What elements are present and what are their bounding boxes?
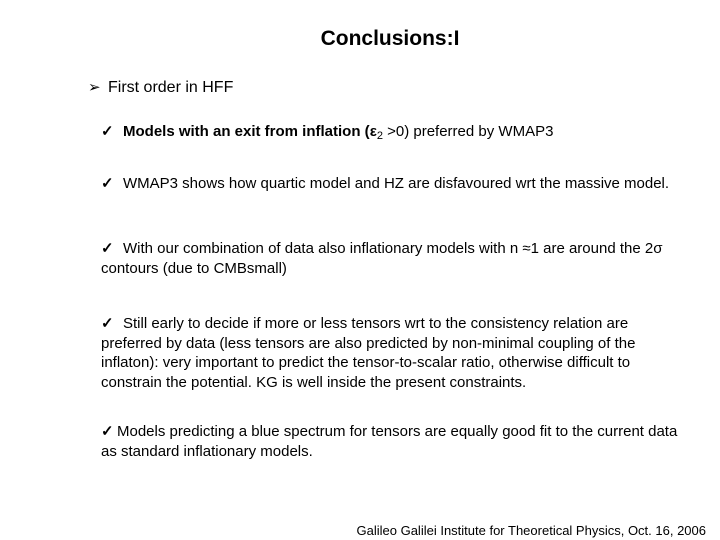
point-5-text: Models predicting a blue spectrum for tensors are equally good fit to the current data as standard inflationary models. [101, 423, 678, 460]
point-1-tail: >0) preferred by WMAP3 [382, 123, 554, 140]
conclusion-point-5 [101, 422, 691, 461]
epsilon-symbol: ε [369, 123, 377, 140]
checkmark-icon: ✓ [101, 240, 114, 257]
checkmark-icon: ✓ [101, 123, 114, 140]
checkmark-icon: ✓ [101, 175, 114, 192]
point-1-lead: Models with an exit from inflation ( [123, 123, 370, 140]
arrow-bullet-icon: ➢ [88, 79, 101, 96]
level1-bullet-item [88, 78, 233, 97]
point-4-text: Still early to decide if more or less tensors wrt to the consistency relation are preferred by data (less tensors are also predicted by non-minimal coupling of the inflaton): very important to predict the tensor-to-scalar ratio, otherwise difficult to constrain the potential. KG is well inside the present constraints. [101, 315, 636, 391]
conclusion-point-1 [101, 122, 691, 147]
conclusion-point-3 [101, 239, 691, 278]
level1-text: First order in HFF [108, 79, 234, 96]
point-3-text: With our combination of data also inflationary models with n ≈1 are around the 2σ contours (due to CMBsmall) [101, 240, 663, 277]
checkmark-icon: ✓ [101, 423, 114, 440]
footer-text: Galileo Galilei Institute for Theoretical Physics, Oct. 16, 2006 [356, 523, 706, 538]
point-2-text: WMAP3 shows how quartic model and HZ are disfavoured wrt the massive model. [123, 175, 670, 192]
epsilon-subscript: 2 [376, 130, 383, 142]
checkmark-icon: ✓ [101, 315, 114, 332]
conclusion-point-4 [101, 314, 691, 392]
slide-title: Conclusions:I [320, 27, 460, 50]
conclusion-point-2 [101, 174, 691, 194]
